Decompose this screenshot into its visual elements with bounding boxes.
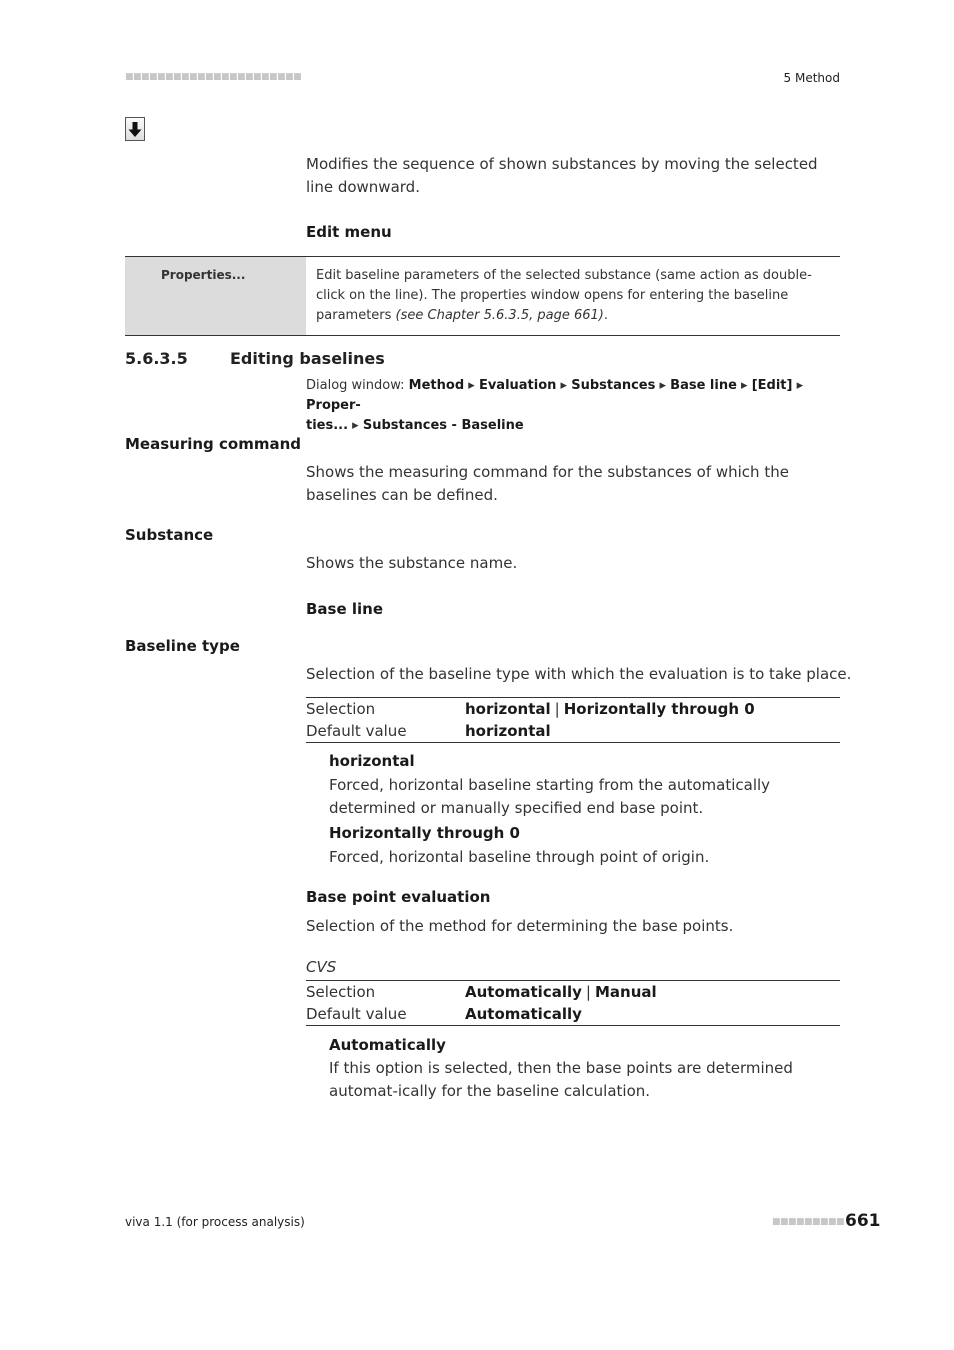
option-horizontal-title: horizontal <box>329 752 415 770</box>
edit-menu-title: Edit menu <box>306 223 392 241</box>
measuring-command-title: Measuring command <box>125 435 302 453</box>
footer-decoration: ■■■■■■■■■ <box>772 1217 845 1227</box>
default-row: Default value horizontal <box>306 722 551 740</box>
baseline-type-text: Selection of the baseline type with which the evaluation is to take place. <box>306 665 852 683</box>
baseline-type-title: Baseline type <box>125 637 240 655</box>
move-down-description: Modifies the sequence of shown substances by moving the selected line downward. <box>306 155 818 196</box>
substance-text: Shows the substance name. <box>306 554 518 572</box>
selection-row: Selection Automatically | Manual <box>306 983 657 1001</box>
base-point-param-table <box>306 980 840 1026</box>
option-through-zero-text: Forced, horizontal baseline through point of origin. <box>329 848 710 866</box>
option-horizontal-text: Forced, horizontal baseline starting from the automatically determined or manually specified end base point. <box>329 776 771 817</box>
edit-menu-table <box>125 256 840 336</box>
footer-product: viva 1.1 (for process analysis) <box>125 1215 305 1229</box>
chapter-title: 5 Method <box>783 71 840 85</box>
menu-item-cell <box>125 257 306 335</box>
base-point-evaluation-title: Base point evaluation <box>306 888 491 906</box>
option-automatically-text: If this option is selected, then the base points are determined automat-ically for the baseline calculation. <box>329 1059 793 1100</box>
header-decoration: ■■■■■■■■■■■■■■■■■■■■■■ <box>125 72 302 82</box>
baseline-type-param-table <box>306 697 840 743</box>
chapter-reference: (see Chapter 5.6.3.5, page 661) <box>395 308 604 323</box>
base-point-evaluation-text: Selection of the method for determining the base points. <box>306 917 734 935</box>
dialog-path: Dialog window: Method ▸ Evaluation ▸ Substances ▸ Base line ▸ [Edit] ▸ Proper- ties... ▸ Substances - Baseline <box>306 378 804 433</box>
menu-item-description: Edit baseline parameters of the selected substance (same action as double-click on the line). The properties window opens for entering the baseline parameters (see Chapter 5.6.3.5, page 661). <box>316 268 812 323</box>
page-number: 661 <box>845 1211 881 1231</box>
measuring-command-text: Shows the measuring command for the substances of which the baselines can be defined. <box>306 463 789 504</box>
cvs-tag: CVS <box>306 958 337 976</box>
section-number: 5.6.3.5 <box>125 349 188 368</box>
menu-item-properties: Properties... <box>161 268 246 282</box>
arrow-down-icon <box>125 117 145 141</box>
section-title: Editing baselines <box>230 349 385 368</box>
base-line-title: Base line <box>306 600 384 618</box>
option-through-zero-title: Horizontally through 0 <box>329 824 520 842</box>
substance-title: Substance <box>125 526 214 544</box>
default-row: Default value Automatically <box>306 1005 582 1023</box>
option-automatically-title: Automatically <box>329 1036 446 1054</box>
selection-row: Selection horizontal | Horizontally through 0 <box>306 700 755 718</box>
